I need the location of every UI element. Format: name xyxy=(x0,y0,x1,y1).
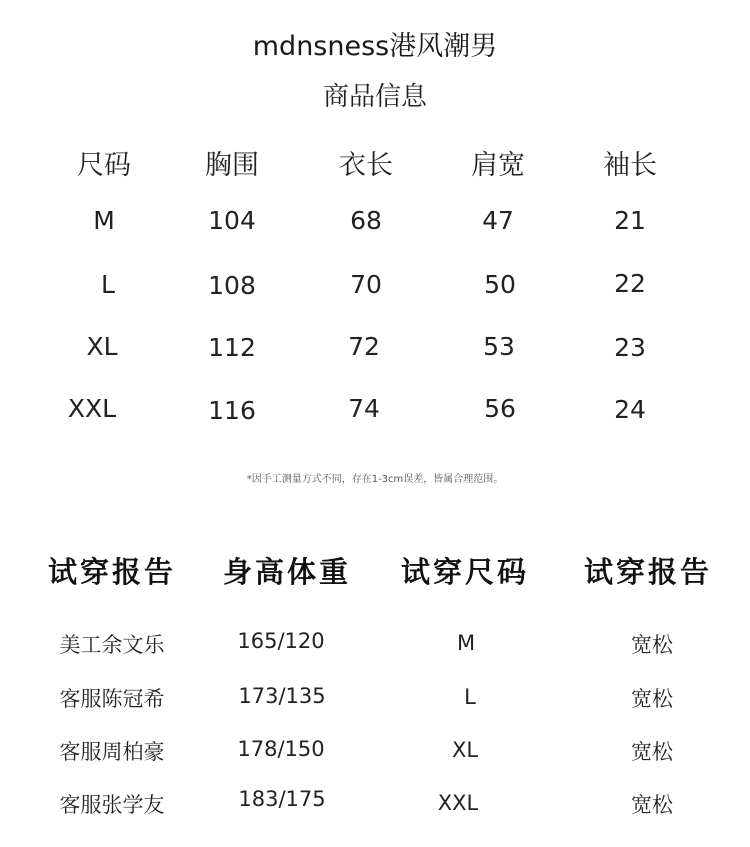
fit-report-header: 试穿尺码 xyxy=(400,555,530,589)
fit-report-cell: 173/135 xyxy=(238,684,326,708)
fit-report-header: 试穿报告 xyxy=(583,555,713,589)
size-table-cell: 56 xyxy=(484,394,516,423)
size-table-header: 肩宽 xyxy=(471,150,525,181)
section-title: 商品信息 xyxy=(322,82,427,112)
size-table-cell: 50 xyxy=(484,270,516,299)
size-table-cell: 112 xyxy=(208,333,256,362)
size-table-cell: 68 xyxy=(350,206,382,235)
measurement-note: *因手工测量方式不同，存在1-3cm误差，皆属合理范围。 xyxy=(246,474,504,485)
size-table-cell: 24 xyxy=(614,395,646,424)
size-table-header: 衣长 xyxy=(339,150,393,181)
size-table-cell: 72 xyxy=(348,332,380,361)
fit-report-cell: 178/150 xyxy=(237,737,325,761)
brand-title: mdnsness港风潮男 xyxy=(252,31,498,62)
size-table-cell: 21 xyxy=(614,206,646,235)
fit-report-cell: 客服周柏豪 xyxy=(59,740,165,764)
fit-report-cell: 宽松 xyxy=(631,793,673,817)
fit-report-cell: XXL xyxy=(437,791,479,815)
size-table-cell: XL xyxy=(86,332,118,361)
fit-report-header: 身高体重 xyxy=(222,555,352,589)
fit-report-cell: 美工余文乐 xyxy=(59,633,165,657)
fit-report-cell: L xyxy=(464,685,476,709)
size-table-cell: 47 xyxy=(482,206,514,235)
size-table-cell: 70 xyxy=(350,270,382,299)
size-table-cell: M xyxy=(93,206,115,235)
size-table-cell: 104 xyxy=(208,206,256,235)
size-table-cell: 23 xyxy=(614,333,646,362)
fit-report-cell: 客服陈冠希 xyxy=(59,687,165,711)
fit-report-cell: M xyxy=(456,631,476,655)
size-table-cell: 22 xyxy=(614,269,646,298)
fit-report-cell: 宽松 xyxy=(631,740,673,764)
size-table-cell: 116 xyxy=(208,396,256,425)
fit-report-header: 试穿报告 xyxy=(47,555,177,589)
fit-report-cell: 宽松 xyxy=(631,633,673,657)
size-table-header: 袖长 xyxy=(603,150,657,181)
fit-report-cell: 宽松 xyxy=(631,687,673,711)
size-table-cell: 53 xyxy=(483,332,515,361)
size-table-header: 胸围 xyxy=(205,150,259,181)
size-table-cell: 108 xyxy=(208,271,256,300)
fit-report-cell: XL xyxy=(451,738,479,762)
size-table-cell: 74 xyxy=(348,394,380,423)
fit-report-cell: 165/120 xyxy=(237,629,325,653)
fit-report-cell: 183/175 xyxy=(238,787,326,811)
size-table-cell: L xyxy=(101,270,115,299)
size-table-cell: XXL xyxy=(67,394,117,423)
fit-report-cell: 客服张学友 xyxy=(59,793,165,817)
size-table-header: 尺码 xyxy=(77,150,131,181)
